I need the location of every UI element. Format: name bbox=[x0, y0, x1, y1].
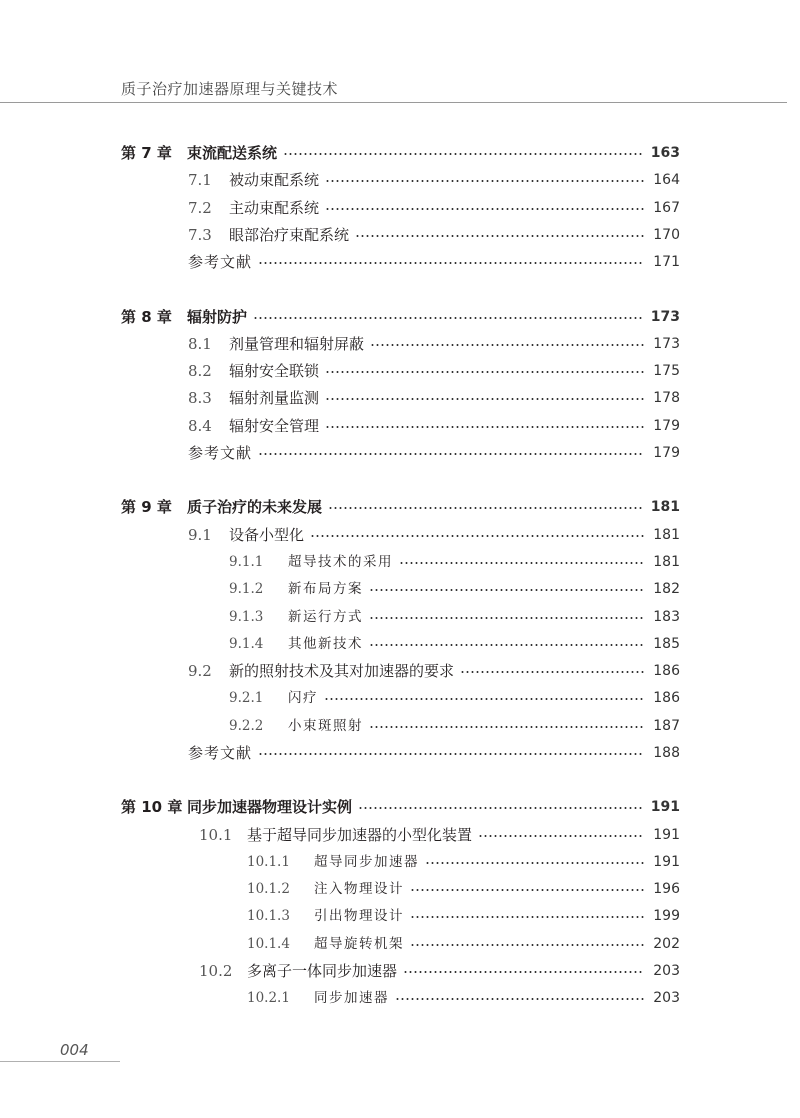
dot-leader bbox=[310, 535, 644, 537]
toc-entry-page: 163 bbox=[650, 145, 680, 161]
toc-entry-page: 171 bbox=[653, 254, 680, 270]
toc-refs-entry[interactable] bbox=[188, 441, 680, 465]
dot-leader bbox=[425, 862, 644, 864]
toc-entry-page: 179 bbox=[653, 445, 680, 461]
toc-refs-entry[interactable] bbox=[188, 741, 680, 765]
toc-entry-number: 第 8 章 bbox=[121, 308, 172, 326]
toc-subsection-entry[interactable] bbox=[229, 577, 680, 601]
dot-leader bbox=[325, 426, 644, 428]
toc-entry-number: 10.1.4 bbox=[247, 936, 290, 952]
toc-entry-page: 183 bbox=[653, 609, 680, 625]
toc-entry-number: 10.1 bbox=[199, 826, 233, 844]
toc-section-entry[interactable] bbox=[188, 659, 680, 683]
dot-leader bbox=[369, 617, 644, 619]
toc-entry-page: 187 bbox=[653, 718, 680, 734]
toc-entry-number: 8.4 bbox=[188, 417, 212, 435]
toc-subsection-entry[interactable] bbox=[247, 932, 680, 956]
toc-entry-number: 10.1.2 bbox=[247, 881, 290, 897]
toc-entry-number: 8.1 bbox=[188, 335, 212, 353]
toc-entry-title: 同步加速器物理设计实例 bbox=[187, 798, 353, 816]
dot-leader bbox=[324, 698, 644, 700]
toc-entry-number: 10.2.1 bbox=[247, 990, 290, 1006]
toc-subsection-entry[interactable] bbox=[247, 904, 680, 928]
toc-entry-title: 辐射防护 bbox=[187, 308, 248, 326]
toc-section-entry[interactable] bbox=[188, 332, 680, 356]
toc-subsection-entry[interactable] bbox=[229, 605, 680, 629]
dot-leader bbox=[410, 889, 644, 891]
toc-section-entry[interactable] bbox=[188, 414, 680, 438]
toc-entry-title: 新布局方案 bbox=[288, 581, 363, 597]
toc-section-entry[interactable] bbox=[188, 223, 680, 247]
toc-subsection-entry[interactable] bbox=[229, 714, 680, 738]
toc-entry-number: 8.2 bbox=[188, 362, 212, 380]
toc-entry-title: 眼部治疗束配系统 bbox=[229, 226, 350, 244]
toc-entry-page: 181 bbox=[650, 499, 680, 515]
toc-entry-title: 新的照射技术及其对加速器的要求 bbox=[229, 662, 455, 680]
toc-section-entry[interactable] bbox=[199, 823, 680, 847]
toc-entry-number: 第 9 章 bbox=[121, 498, 172, 516]
toc-entry-page: 191 bbox=[653, 854, 680, 870]
toc-entry-title: 注入物理设计 bbox=[314, 881, 404, 897]
dot-leader bbox=[325, 371, 644, 373]
toc-entry-page: 175 bbox=[653, 363, 680, 379]
dot-leader bbox=[460, 671, 644, 673]
toc-chapter-entry[interactable] bbox=[121, 795, 680, 819]
toc-entry-number: 10.1.3 bbox=[247, 908, 290, 924]
toc-subsection-entry[interactable] bbox=[247, 877, 680, 901]
toc-entry-title: 其他新技术 bbox=[288, 636, 363, 652]
toc-entry-number: 10.2 bbox=[199, 962, 233, 980]
toc-entry-page: 167 bbox=[653, 200, 680, 216]
toc-entry-number: 第 10 章 bbox=[121, 798, 183, 816]
dot-leader bbox=[410, 916, 644, 918]
toc-subsection-entry[interactable] bbox=[229, 632, 680, 656]
toc-entry-page: 202 bbox=[653, 936, 680, 952]
toc-section-entry[interactable] bbox=[188, 196, 680, 220]
dot-leader bbox=[355, 235, 644, 237]
toc-entry-title: 参考文献 bbox=[188, 444, 253, 462]
toc-entry-title: 超导旋转机架 bbox=[314, 936, 404, 952]
dot-leader bbox=[369, 726, 644, 728]
toc-entry-title: 辐射剂量监测 bbox=[229, 389, 320, 407]
toc-entry-title: 参考文献 bbox=[188, 744, 253, 762]
toc-entry-page: 203 bbox=[653, 963, 680, 979]
toc-entry-title: 被动束配系统 bbox=[229, 171, 320, 189]
toc-entry-title: 同步加速器 bbox=[314, 990, 389, 1006]
book-title: 质子治疗加速器原理与关键技术 bbox=[121, 80, 339, 98]
dot-leader bbox=[325, 398, 644, 400]
toc-section-entry[interactable] bbox=[188, 168, 680, 192]
toc-entry-number: 9.1.3 bbox=[229, 609, 264, 625]
toc-entry-title: 束流配送系统 bbox=[187, 144, 278, 162]
toc-entry-number: 7.2 bbox=[188, 199, 212, 217]
toc-entry-title: 新运行方式 bbox=[288, 609, 363, 625]
toc-entry-number: 7.3 bbox=[188, 226, 212, 244]
toc-entry-number: 7.1 bbox=[188, 171, 212, 189]
toc-subsection-entry[interactable] bbox=[229, 686, 680, 710]
toc-subsection-entry[interactable] bbox=[247, 850, 680, 874]
dot-leader bbox=[328, 507, 644, 509]
toc-section-entry[interactable] bbox=[188, 386, 680, 410]
dot-leader bbox=[358, 807, 644, 809]
toc-entry-title: 辐射安全管理 bbox=[229, 417, 320, 435]
dot-leader bbox=[283, 153, 644, 155]
dot-leader bbox=[325, 208, 644, 210]
dot-leader bbox=[410, 944, 644, 946]
toc-entry-title: 引出物理设计 bbox=[314, 908, 404, 924]
dot-leader bbox=[258, 753, 644, 755]
toc-entry-number: 9.2.1 bbox=[229, 690, 264, 706]
toc-entry-title: 基于超导同步加速器的小型化装置 bbox=[247, 826, 473, 844]
footer-divider bbox=[0, 1061, 120, 1062]
dot-leader bbox=[370, 344, 644, 346]
toc-subsection-entry[interactable] bbox=[247, 986, 680, 1010]
toc-entry-number: 9.2 bbox=[188, 662, 212, 680]
dot-leader bbox=[369, 644, 644, 646]
page-number: 004 bbox=[60, 1041, 89, 1059]
toc-subsection-entry[interactable] bbox=[229, 550, 680, 574]
toc-entry-page: 182 bbox=[653, 581, 680, 597]
toc-entry-number: 9.1 bbox=[188, 526, 212, 544]
toc-entry-title: 多离子一体同步加速器 bbox=[247, 962, 398, 980]
dot-leader bbox=[478, 835, 644, 837]
toc-entry-title: 设备小型化 bbox=[229, 526, 305, 544]
toc-entry-number: 9.1.1 bbox=[229, 554, 264, 570]
toc-entry-title: 小束斑照射 bbox=[288, 718, 363, 734]
dot-leader bbox=[395, 998, 644, 1000]
toc-entry-number: 9.1.4 bbox=[229, 636, 264, 652]
toc-entry-title: 超导技术的采用 bbox=[288, 554, 393, 570]
toc-entry-page: 191 bbox=[653, 827, 680, 843]
toc-entry-page: 199 bbox=[653, 908, 680, 924]
dot-leader bbox=[369, 589, 644, 591]
toc-entry-page: 181 bbox=[653, 527, 680, 543]
dot-leader bbox=[325, 180, 644, 182]
toc-entry-title: 主动束配系统 bbox=[229, 199, 320, 217]
dot-leader bbox=[253, 317, 644, 319]
toc-entry-page: 191 bbox=[650, 799, 680, 815]
toc-refs-entry[interactable] bbox=[188, 250, 680, 274]
toc-entry-number: 第 7 章 bbox=[121, 144, 172, 162]
dot-leader bbox=[258, 453, 644, 455]
toc-entry-number: 10.1.1 bbox=[247, 854, 290, 870]
toc-entry-page: 186 bbox=[653, 663, 680, 679]
toc-entry-page: 178 bbox=[653, 390, 680, 406]
toc-entry-page: 173 bbox=[653, 336, 680, 352]
toc-chapter-entry[interactable] bbox=[121, 495, 680, 519]
toc-chapter-entry[interactable] bbox=[121, 305, 680, 329]
toc-entry-number: 9.2.2 bbox=[229, 718, 264, 734]
toc-entry-title: 超导同步加速器 bbox=[314, 854, 419, 870]
toc-entry-page: 203 bbox=[653, 990, 680, 1006]
toc-entry-title: 质子治疗的未来发展 bbox=[187, 498, 323, 516]
toc-chapter-entry[interactable] bbox=[121, 141, 680, 165]
toc-entry-number: 8.3 bbox=[188, 389, 212, 407]
toc-entry-title: 闪疗 bbox=[288, 690, 318, 706]
toc-entry-page: 181 bbox=[653, 554, 680, 570]
toc-section-entry[interactable] bbox=[199, 959, 680, 983]
toc-entry-number: 9.1.2 bbox=[229, 581, 264, 597]
toc-section-entry[interactable] bbox=[188, 523, 680, 547]
toc-entry-page: 170 bbox=[653, 227, 680, 243]
toc-entry-page: 196 bbox=[653, 881, 680, 897]
toc-entry-title: 剂量管理和辐射屏蔽 bbox=[229, 335, 365, 353]
toc-entry-page: 173 bbox=[650, 309, 680, 325]
dot-leader bbox=[399, 562, 644, 564]
toc-entry-title: 辐射安全联锁 bbox=[229, 362, 320, 380]
toc-entry-title: 参考文献 bbox=[188, 253, 253, 271]
dot-leader bbox=[258, 262, 644, 264]
toc-entry-page: 179 bbox=[653, 418, 680, 434]
toc-section-entry[interactable] bbox=[188, 359, 680, 383]
toc-entry-page: 186 bbox=[653, 690, 680, 706]
toc-entry-page: 164 bbox=[653, 172, 680, 188]
dot-leader bbox=[403, 971, 644, 973]
toc-entry-page: 188 bbox=[653, 745, 680, 761]
toc-entry-page: 185 bbox=[653, 636, 680, 652]
